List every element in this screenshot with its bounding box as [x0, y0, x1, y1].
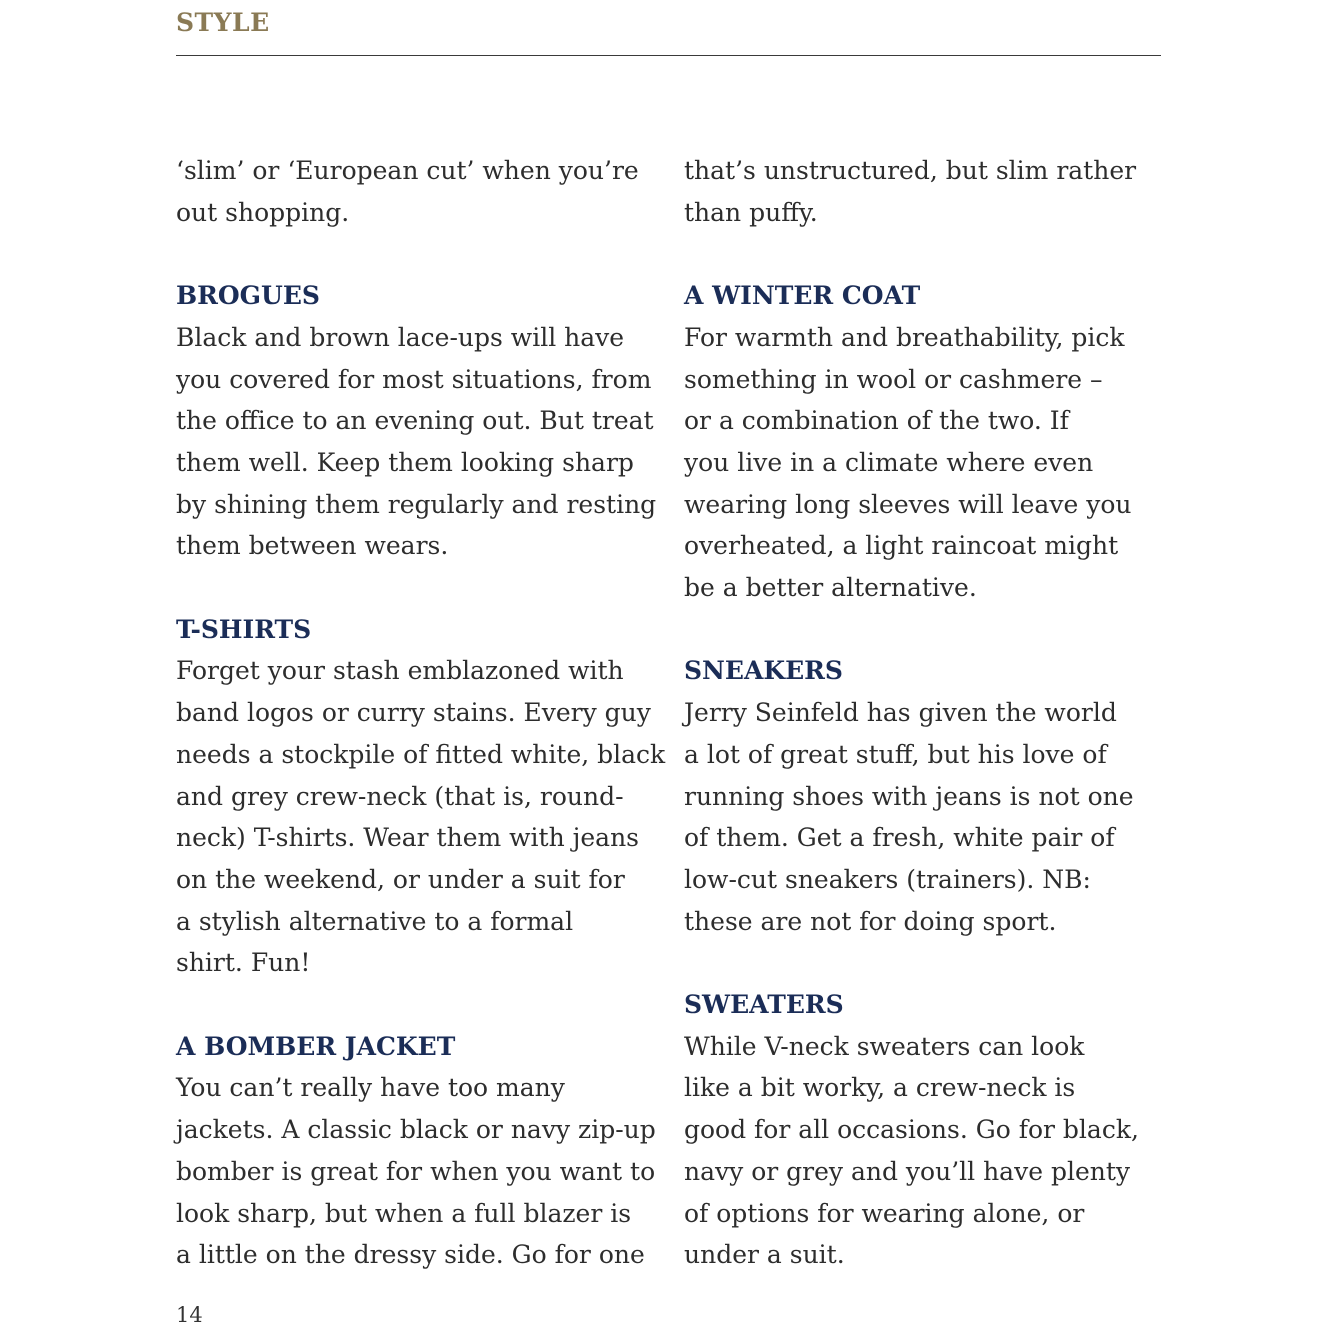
section-heading-t-shirts: T-SHIRTS [176, 614, 312, 644]
section-body-t-shirts: Forget your stash emblazoned with band logos or curry stains. Every guy needs a stockpile of fitted white, black and grey crew-neck (that is, round- neck) T-shirts. Wear them with jeans on the weekend, or under a suit for a stylish alternative to a formal shirt. Fun! [176, 656, 666, 978]
section-body-bomber-jacket: You can’t really have too many jackets. A classic black or navy zip-up bomber is great for when you want to look sharp, but when a full blazer is a little on the dressy side. Go for one [176, 1073, 656, 1270]
right-column [684, 150, 1174, 1276]
section-body-brogues: Black and brown lace-ups will have you covered for most situations, from the office to an evening out. But treat them well. Keep them looking sharp by shining them regularly and resting them between wears. [176, 322, 657, 561]
running-head-section-title: STYLE [176, 8, 270, 37]
continued-paragraph: ‘slim’ or ‘European cut’ when you’re out shopping. [176, 156, 639, 227]
section-heading-sweaters: SWEATERS [684, 990, 844, 1020]
continued-paragraph: that’s unstructured, but slim rather than puffy. [684, 156, 1137, 227]
section-heading-bomber-jacket: A BOMBER JACKET [176, 1031, 456, 1061]
page-number: 14 [176, 1303, 203, 1327]
spacer [684, 942, 1174, 984]
section-body-sneakers: Jerry Seinfeld has given the world a lot of great stuff, but his love of running shoes with jeans is not one of them. Get a fresh, white pair of low-cut sneakers (trainers). NB: these are not for doing sport. [684, 698, 1134, 936]
spacer [684, 233, 1174, 275]
section-body-sweaters: While V-neck sweaters can look like a bit worky, a crew-neck is good for all occasions. Go for black, navy or grey and you’ll have plenty of options for wearing alone, or under a suit. [684, 1031, 1139, 1270]
section-heading-sneakers: SNEAKERS [684, 656, 843, 686]
spacer [684, 609, 1174, 651]
header-rule [176, 55, 1161, 56]
section-heading-winter-coat: A WINTER COAT [684, 281, 921, 311]
left-column [176, 150, 666, 1276]
spacer [176, 567, 666, 609]
section-body-winter-coat: For warmth and breathability, pick something in wool or cashmere – or a combination of the two. If you live in a climate where even wearing long sleeves will leave you overheated, a light raincoat might be a better alternative. [684, 322, 1132, 603]
section-heading-brogues: BROGUES [176, 281, 320, 311]
spacer [176, 233, 666, 275]
spacer [176, 984, 666, 1026]
